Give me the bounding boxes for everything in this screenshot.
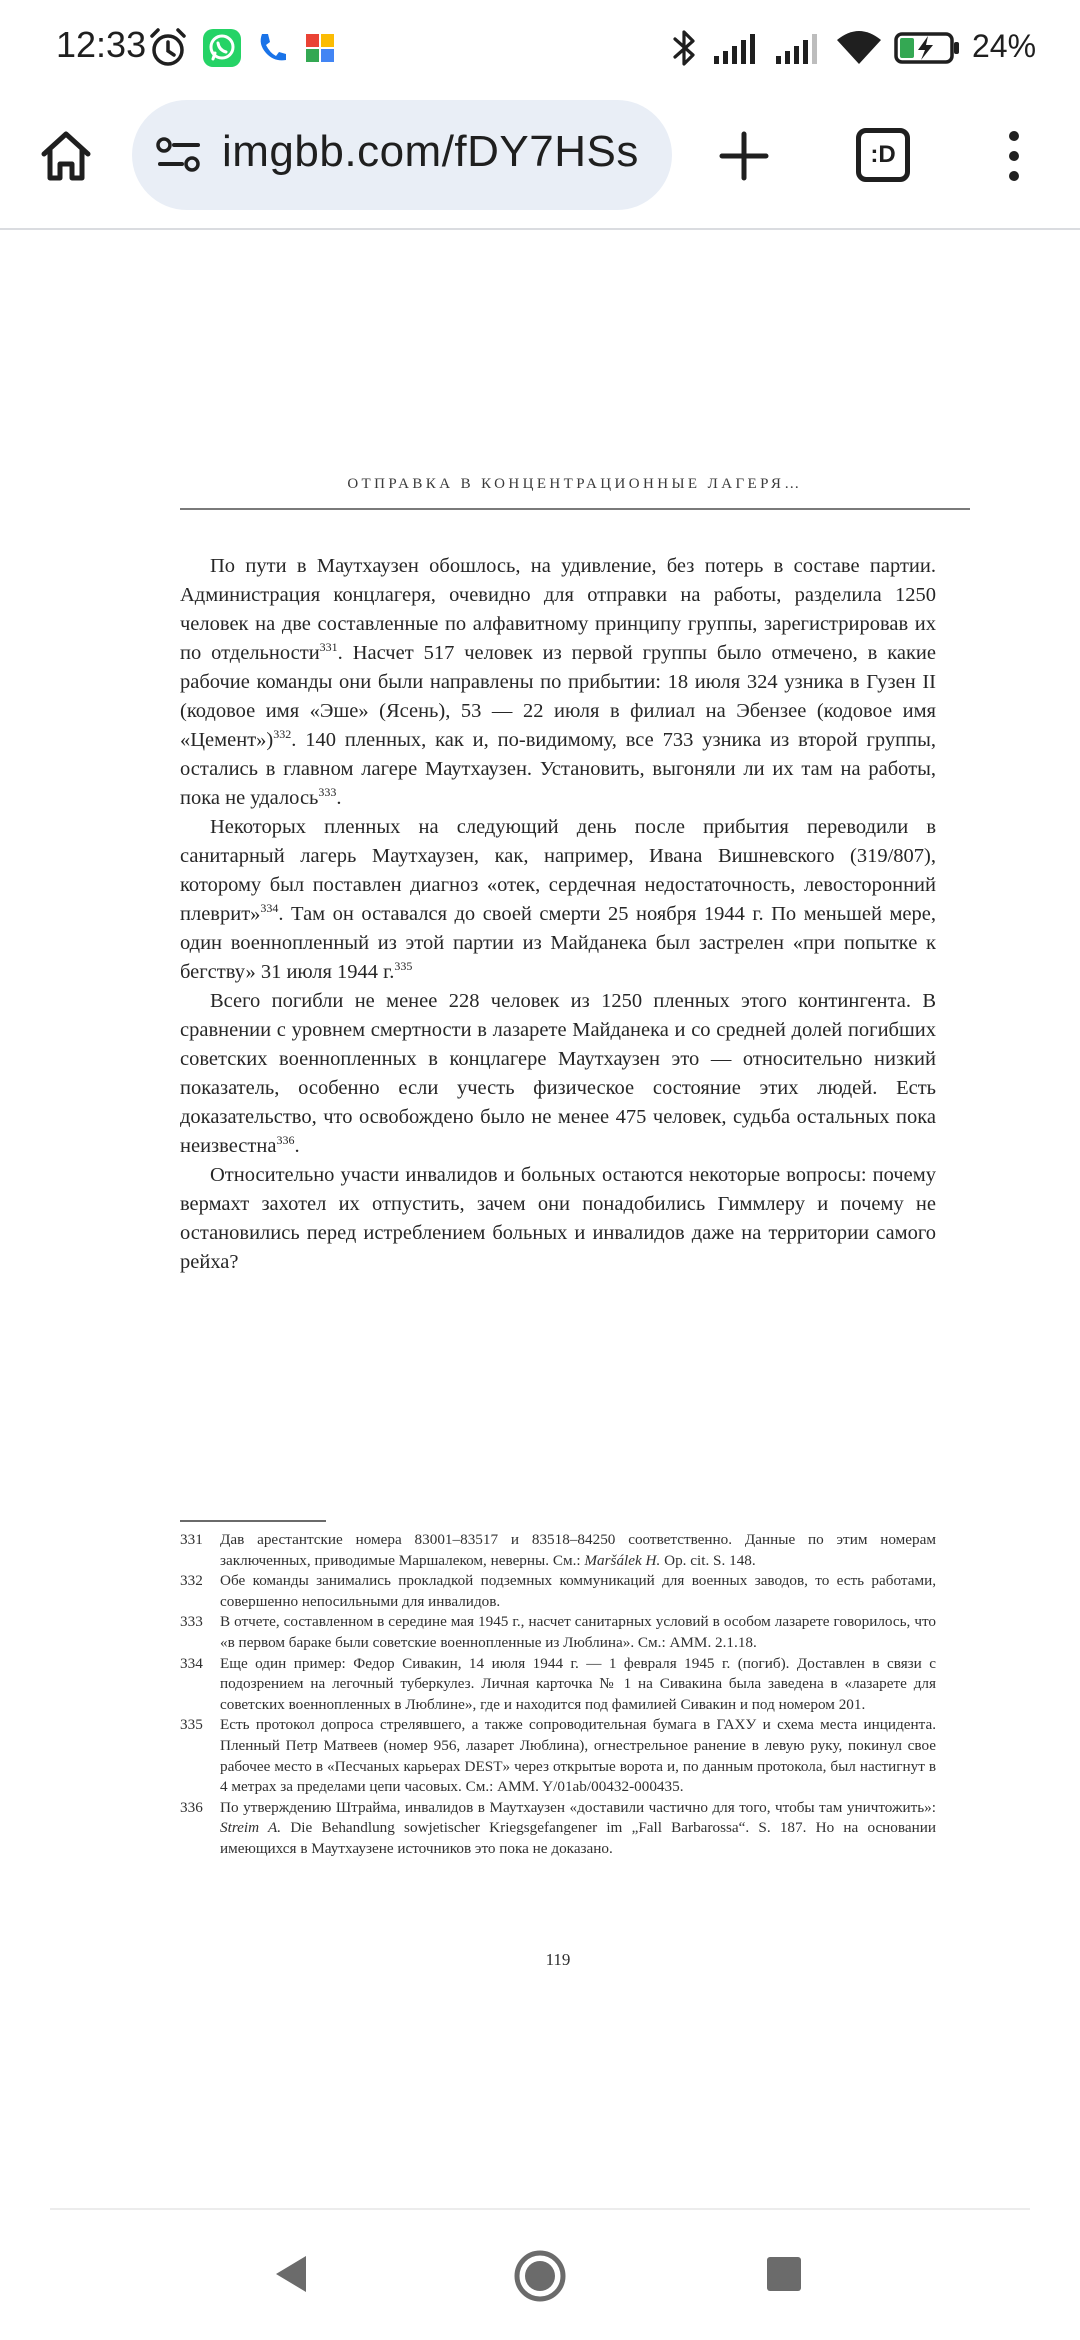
bluetooth-icon bbox=[668, 26, 702, 70]
wifi-icon bbox=[834, 26, 884, 70]
more-menu-icon[interactable] bbox=[996, 126, 1032, 186]
nav-divider bbox=[50, 2208, 1030, 2210]
back-icon[interactable] bbox=[272, 2252, 312, 2296]
body-text bbox=[180, 552, 936, 1277]
signal-icon bbox=[774, 26, 828, 70]
footnotes bbox=[180, 1530, 936, 1860]
footnote: 332 Обе команды занимались прокладкой подземных коммуникаций для военных заводов, то есть работами, совершенно непосильными для инвалидов. bbox=[180, 1572, 936, 1610]
browser-toolbar bbox=[0, 96, 1080, 230]
phone-icon bbox=[252, 26, 292, 70]
url-bar[interactable] bbox=[132, 100, 672, 210]
site-settings-icon[interactable] bbox=[154, 135, 204, 175]
web-content[interactable] bbox=[0, 232, 1080, 2208]
home-icon[interactable] bbox=[36, 126, 96, 186]
footnote: 335 Есть протокол допроса стрелявшего, а также сопроводительная бумага в ГАХУ и схема места инцидента. Пленный Петр Матвеев (номер 956, лазарет Люблина), огнестрельное ранение в левую руку, покинул свое рабочее место в «Песчаных карьерах DEST» через открытые ворота и, по данным протокола, был настигнут в 4 метрах за пределами цепи часовых. См.: AMM. Y/01ab/00432-000435. bbox=[180, 1716, 936, 1796]
footnote: 331 Дав арестантские номера 83001–83517 и 83518–84250 соответственно. Данные по этим номерам заключенных, приводимые Маршалеком, неверны. См.: Maršálek H. Op. cit. S. 148. bbox=[180, 1531, 936, 1569]
tab-switcher-button[interactable] bbox=[856, 128, 910, 182]
system-nav-bar bbox=[0, 2208, 1080, 2340]
paragraph: Некоторых пленных на следующий день после прибытия переводили в санитарный лагерь Маутхаузен, как, например, Ивана Вишневского (319/807), которому был поставлен диагноз «отек, сердечная недостаточность, левосторонний плеврит»$^{334}$. Там он оставался до своей смерти 25 ноября 1944 г. По меньшей мере, один военнопленный из этой партии из Майданека был застрелен «при попытке к бегству» 31 июля 1944 г.$^{335}$ bbox=[180, 816, 936, 983]
paragraph: По пути в Маутхаузен обошлось, на удивление, без потерь в составе партии. Администрация концлагеря, очевидно для отправки на работы, разделила 1250 человек на две составленные по алфавитному принципу группы, зарегистрировав их по отдельности$^{331}$. Насчет 517 человек из первой группы было отмечено, в какие рабочие команды они были направлены по прибытии: 18 июля 324 узника в Гузен II (кодовое имя «Эше» (Ясень), 53 — 22 июля в филиал на Эбензее (кодовое имя «Цемент»)$^{332}$. 140 пленных, как и, по-видимому, все 733 узника из второй группы, остались в главном лагере Маутхаузен. Установить, выгоняли ли их там на работы, пока не удалось$^{333}$. bbox=[180, 555, 936, 809]
footnote-rule bbox=[180, 1520, 326, 1522]
home-circle-icon[interactable] bbox=[512, 2248, 568, 2304]
url-text[interactable]: imgbb.com/fDY7HSs bbox=[222, 127, 639, 176]
running-head: ОТПРАВКА В КОНЦЕНТРАЦИОННЫЕ ЛАГЕРЯ… bbox=[347, 476, 803, 492]
tab-count: :D bbox=[870, 141, 896, 168]
recents-icon[interactable] bbox=[764, 2254, 804, 2294]
battery-percent: 24% bbox=[972, 28, 1037, 64]
puzzle-icon bbox=[300, 26, 340, 70]
battery-charging-icon bbox=[892, 26, 964, 70]
status-time: 12:33 bbox=[56, 24, 147, 65]
header-rule bbox=[180, 508, 970, 510]
footnote: 333 В отчете, составленном в середине мая 1945 г., насчет санитарных условий в особом лазарете говорилось, что «в первом бараке были советские военнопленные из Люблина». См.: AMM. 2.1.18. bbox=[180, 1613, 936, 1651]
footnote: 334 Еще один пример: Федор Сивакин, 14 июля 1944 г. — 1 февраля 1945 г. (погиб). Доставлен в связи с подозрением на легочный туберкулез. Личная карточка № 1 на Сивакина была заведена в «лазарете для советских военнопленных в Люблине», где и находится под фамилией Сивакин и под номером 201. bbox=[180, 1654, 936, 1713]
paragraph: Относительно участи инвалидов и больных остаются некоторые вопросы: почему вермахт захотел их отпустить, зачем они понадобились Гиммлеру и почему не остановились перед истреблением больных и инвалидов даже на территории самого рейха? bbox=[180, 1164, 936, 1273]
book-page-image bbox=[150, 440, 950, 2022]
page-number: 119 bbox=[545, 1950, 571, 1969]
alarm-icon bbox=[146, 26, 190, 70]
footnote: 336 По утверждению Штрайма, инвалидов в Маутхаузен «доставили частично для того, чтобы там уничтожить»: Streim A. Die Behandlung sowjetischer Kriegsgefangener im „Fall Barbarossa“. S. 187. Но на основании имеющихся в Маутхаузене источников это пока не доказано. bbox=[180, 1798, 936, 1857]
status-bar bbox=[0, 0, 1080, 96]
new-tab-icon[interactable] bbox=[714, 126, 774, 186]
signal-icon bbox=[712, 26, 766, 70]
whatsapp-icon bbox=[200, 26, 244, 70]
paragraph: Всего погибли не менее 228 человек из 1250 пленных этого контингента. В сравнении с уровнем смертности в лазарете Майданека и со средней долей погибших советских военнопленных в концлагере Маутхаузен это — относительно низкий показатель, особенно если учесть физическое состояние этих людей. Есть доказательство, что освобождено было не менее 475 человек, судьба остальных пока неизвестна$^{336}$. bbox=[180, 990, 936, 1157]
